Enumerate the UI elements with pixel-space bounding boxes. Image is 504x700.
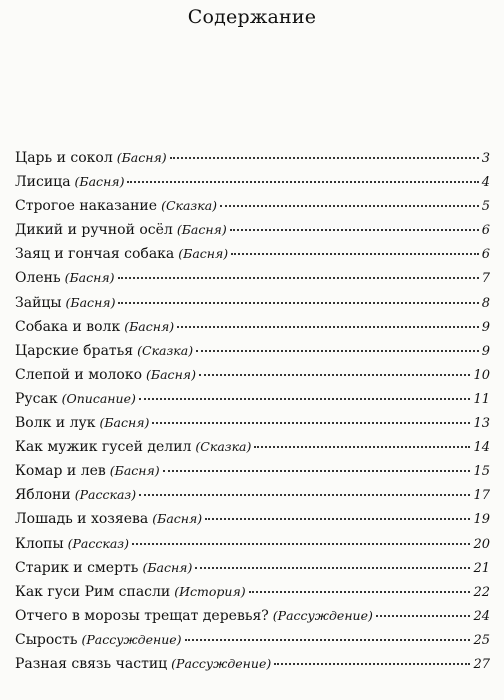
toc-entry [15, 487, 490, 511]
entry-title: Отчего в морозы трещат деревья? [15, 607, 269, 624]
entry-page-number: 4 [481, 175, 490, 191]
dot-leader [196, 350, 479, 352]
entry-title: Заяц и гончая собака [15, 246, 175, 263]
entry-page-number: 25 [473, 632, 490, 648]
dot-leader [199, 374, 471, 376]
dot-leader [231, 253, 479, 255]
entry-title: Строгое наказание [15, 198, 158, 215]
entry-page-number: 11 [473, 391, 490, 407]
dot-leader [118, 277, 479, 279]
entry-title: Русак [15, 390, 58, 407]
entry-genre: (Описание) [61, 390, 136, 406]
toc-entry [15, 608, 490, 632]
toc-entry [15, 246, 490, 270]
entry-genre: (Рассказ) [67, 535, 129, 551]
entry-genre: (Басня) [74, 174, 125, 190]
toc-entry [15, 656, 490, 680]
toc-entry [15, 198, 490, 222]
entry-title: Лисица [15, 174, 71, 191]
toc-entry [15, 584, 490, 608]
dot-leader [177, 326, 479, 328]
toc-entry [15, 343, 490, 367]
toc-entry [15, 536, 490, 560]
entry-genre: (Басня) [142, 559, 193, 575]
entry-page-number: 3 [481, 151, 490, 166]
dot-leader [274, 663, 470, 665]
dot-leader [185, 639, 471, 641]
entry-page-number: 20 [473, 536, 490, 552]
toc-entry [15, 367, 490, 391]
entry-title: Как гуси Рим спасли [15, 583, 171, 600]
dot-leader [118, 302, 478, 304]
toc-entry [15, 463, 490, 487]
entry-genre: (Сказка) [195, 439, 252, 455]
dot-leader [195, 567, 470, 569]
entry-genre: (Басня) [64, 270, 115, 286]
entry-title: Комар и лев [15, 463, 106, 480]
entry-genre: (Басня) [116, 150, 167, 165]
entry-page-number: 21 [473, 560, 490, 576]
dot-leader [205, 518, 470, 520]
toc-entry [15, 560, 490, 584]
entry-page-number: 8 [481, 295, 490, 311]
page-title: Содержание [187, 6, 317, 28]
dot-leader [132, 543, 470, 545]
dot-leader [139, 398, 471, 400]
entry-title: Яблони [15, 487, 71, 504]
entry-page-number: 17 [473, 488, 490, 504]
dot-leader [152, 422, 470, 424]
entry-title: Зайцы [15, 294, 62, 311]
entry-page-number: 14 [473, 440, 490, 456]
dot-leader [163, 470, 471, 472]
entry-title: Олень [15, 270, 61, 287]
toc-entry [15, 511, 490, 535]
toc-entry [15, 415, 490, 439]
entry-page-number: 13 [473, 416, 490, 432]
entry-title: Дикий и ручной осёл [15, 222, 173, 239]
dot-leader [139, 494, 470, 496]
toc-entry [15, 150, 490, 174]
entry-genre: (Басня) [109, 463, 160, 479]
toc-entry [15, 174, 490, 198]
entry-genre: (Басня) [146, 366, 196, 382]
entry-genre: (Рассуждение) [81, 631, 182, 647]
entry-genre: (Басня) [124, 318, 175, 334]
entry-genre: (Басня) [65, 294, 116, 310]
dot-leader [254, 446, 470, 448]
entry-page-number: 5 [481, 199, 490, 215]
dot-leader [170, 157, 479, 159]
entry-page-number: 15 [473, 464, 490, 480]
entry-genre: (Басня) [99, 415, 150, 431]
entry-title: Собака и волк [15, 318, 121, 335]
entry-title: Слепой и молоко [15, 366, 143, 383]
dot-leader [249, 591, 471, 593]
entry-title: Старик и смерть [15, 559, 139, 576]
entry-title: Клопы [15, 535, 64, 552]
entry-genre: (Рассуждение) [171, 655, 272, 671]
dot-leader [376, 615, 471, 617]
entry-page-number: 6 [481, 247, 490, 263]
entry-title: Царь и сокол [15, 150, 113, 166]
entry-genre: (Сказка) [161, 198, 218, 214]
entry-genre: (Басня) [176, 222, 227, 238]
entry-page-number: 9 [481, 343, 490, 359]
entry-page-number: 10 [473, 367, 490, 383]
entry-title: Царские братья [15, 342, 134, 359]
toc-entry [15, 391, 490, 415]
entry-page-number: 6 [481, 223, 490, 239]
table-of-contents [15, 150, 490, 680]
toc-entry [15, 222, 490, 246]
toc-entry [15, 439, 490, 463]
entry-page-number: 27 [473, 656, 490, 672]
entry-page-number: 19 [473, 512, 490, 528]
dot-leader [127, 181, 478, 183]
entry-genre: (История) [174, 583, 246, 599]
entry-page-number: 22 [473, 584, 490, 600]
dot-leader [220, 205, 479, 207]
toc-entry [15, 270, 490, 294]
entry-genre: (Рассказ) [74, 487, 137, 503]
entry-title: Разная связь частиц [15, 655, 168, 672]
dot-leader [230, 229, 479, 231]
toc-entry [15, 295, 490, 319]
entry-page-number: 7 [481, 271, 490, 287]
entry-title: Волк и лук [15, 415, 96, 432]
entry-genre: (Басня) [152, 511, 203, 527]
entry-genre: (Басня) [178, 246, 229, 262]
entry-genre: (Рассуждение) [272, 607, 373, 623]
entry-genre: (Сказка) [137, 342, 194, 358]
entry-page-number: 24 [473, 608, 490, 624]
entry-title: Как мужик гусей делил [15, 439, 192, 456]
entry-title: Лошадь и хозяева [15, 511, 149, 528]
toc-entry [15, 319, 490, 343]
entry-title: Сырость [15, 631, 78, 648]
toc-entry [15, 632, 490, 656]
entry-page-number: 9 [481, 319, 490, 335]
